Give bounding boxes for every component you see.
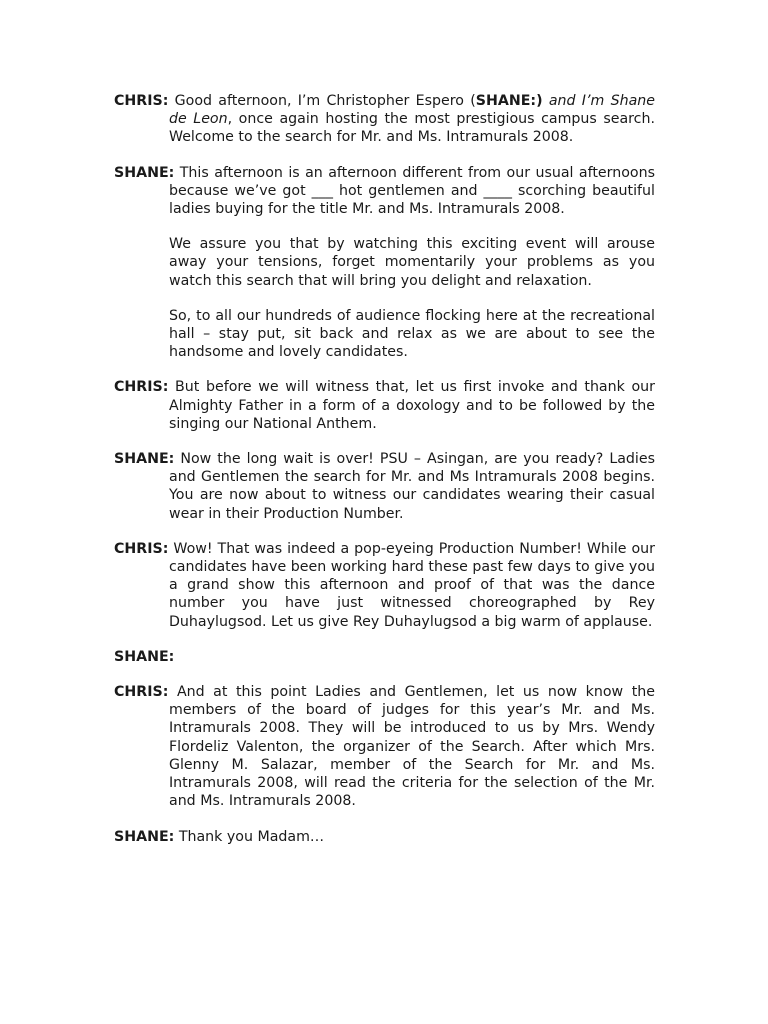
dialogue-text: But before we will witness that, let us first invoke and thank our Almighty Father in a form of a doxology and to be followed by the singing our National Anthem. [169, 379, 655, 432]
speaker-label: SHANE: [114, 164, 175, 181]
dialogue-paragraph: We assure you that by watching this exciting event will arouse away your tensions, forget momentarily your problems as you watch this search that will bring you delight and relaxation. [169, 236, 655, 289]
speaker-label: SHANE: [114, 451, 175, 468]
dialogue-paragraph: So, to all our hundreds of audience flocking here at the recreational hall – stay put, sit back and relax as we are about to see the handsome and lovely candidates. [169, 307, 655, 361]
dialogue-entry-shane-4 [114, 828, 655, 846]
speaker-label: CHRIS: [114, 93, 169, 109]
speaker-inline-label: SHANE:) [475, 93, 543, 109]
script-document [114, 92, 655, 863]
speaker-label: CHRIS: [114, 540, 169, 557]
dialogue-entry-shane-2 [114, 450, 655, 523]
dialogue-text-italic: and I’m Shane de Leon [169, 93, 656, 128]
speaker-label: CHRIS: [114, 379, 169, 396]
dialogue-entry-chris-4 [114, 683, 655, 810]
dialogue-text: This afternoon is an afternoon different from our usual afternoons because we’ve got ___ hot gentlemen and ____ scorching beautiful ladies buying for the title Mr. and Ms. Intramurals 2008. [169, 164, 655, 218]
dialogue-text: Good afternoon, I’m Christopher Espero ( [174, 93, 476, 109]
dialogue-text: And at this point Ladies and Gentlemen, let us now know the members of the board of judges for this year’s Mr. and Ms. Intramurals 2008. They will be introduced to us by Mrs. Wendy Flordeliz Valenton, the organizer of the Search. After which Mrs. Glenny M. Salazar, member of the Search for Mr. and Ms. Intramurals 2008, will read the criteria for the selection of the Mr. and Ms. Intramurals 2008. [169, 684, 655, 810]
dialogue-text: , once again hosting the most prestigious campus search. Welcome to the search for Mr. and Ms. Intramurals 2008. [169, 111, 655, 146]
speaker-label: SHANE: [114, 648, 175, 665]
dialogue-entry-shane-3 [114, 648, 655, 666]
speaker-label: SHANE: [114, 828, 175, 845]
dialogue-text: Thank you Madam… [178, 828, 325, 845]
speaker-label: CHRIS: [114, 684, 169, 701]
dialogue-text: Wow! That was indeed a pop-eyeing Production Number! While our candidates have been working hard these past few days to give you a grand show this afternoon and proof of that was the dance number you have just witnessed choreographed by Rey Duhaylugsod. Let us give Rey Duhaylugsod a big warm of applause. [169, 540, 655, 630]
dialogue-entry-chris-1 [114, 92, 655, 147]
dialogue-text: Now the long wait is over! PSU – Asingan, are you ready? Ladies and Gentlemen the search for Mr. and Ms Intramurals 2008 begins. You are now about to witness our candidates wearing their casual wear in their Production Number. [169, 451, 655, 522]
dialogue-entry-chris-2 [114, 378, 655, 433]
dialogue-entry-shane-1 [114, 164, 655, 219]
dialogue-entry-chris-3 [114, 540, 655, 631]
